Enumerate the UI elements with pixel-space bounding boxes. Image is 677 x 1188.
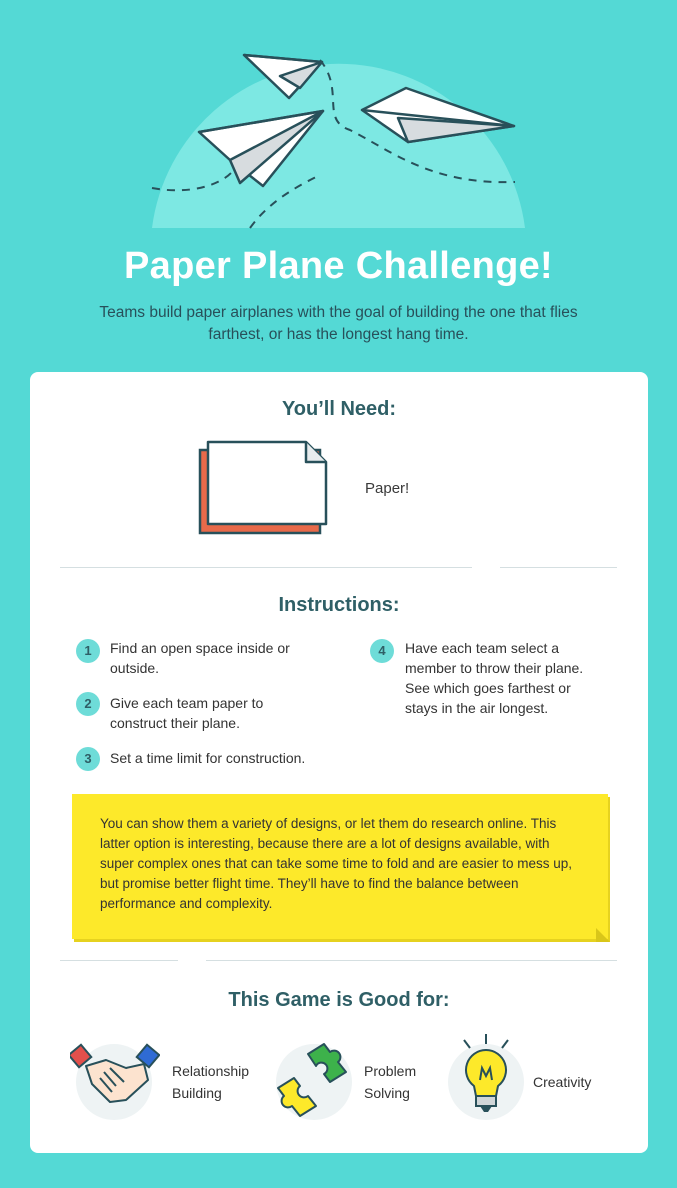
hero-half-circle [152, 64, 525, 228]
hero-illustration [0, 0, 677, 235]
step-number-badge: 2 [76, 692, 100, 716]
good-for-label: Creativity [533, 1074, 592, 1090]
tip-note [72, 794, 608, 939]
step-number-badge: 4 [370, 639, 394, 663]
need-item-paper: Paper! [365, 480, 410, 497]
divider-1b [500, 567, 617, 568]
divider-2a [60, 960, 178, 961]
step-text: Find an open space inside or outside. [110, 640, 290, 676]
paper-stack-icon [194, 436, 330, 536]
step-text: Have each team select a member to throw their plane. See which goes farthest or stays in the air longest. [405, 640, 584, 716]
good-for-heading: This Game is Good for: [228, 989, 450, 1011]
content-card [30, 372, 648, 1153]
need-heading: You’ll Need: [281, 398, 397, 420]
good-for-label: Problem Solving [364, 1063, 417, 1101]
divider-1a [60, 567, 472, 568]
divider-2b [206, 960, 617, 961]
good-for-label: Relationship Building [172, 1063, 250, 1101]
handshake-icon [70, 1038, 160, 1114]
step-number-badge: 1 [76, 639, 100, 663]
page-subtitle: Teams build paper airplanes with the goal of building the one that flies farthest, or has the longest hang time. [99, 304, 578, 343]
step-text: Set a time limit for construction. [110, 750, 306, 766]
page-title: Paper Plane Challenge! [124, 245, 553, 287]
lightbulb-icon [448, 1032, 524, 1120]
note-fold [596, 928, 610, 942]
puzzle-icon [272, 1040, 352, 1120]
step-number-badge: 3 [76, 747, 100, 771]
step-text: Give each team paper to construct their plane. [110, 695, 264, 731]
tip-note-text: You can show them a variety of designs, or let them do research online. This latter option is interesting, because there are a lot of designs available, with super complex ones that can take some time to fold and are easier to mess up, but promise better flight time. They’ll have to find the balance between performance and complexity. [100, 816, 572, 911]
instructions-heading: Instructions: [278, 594, 400, 616]
